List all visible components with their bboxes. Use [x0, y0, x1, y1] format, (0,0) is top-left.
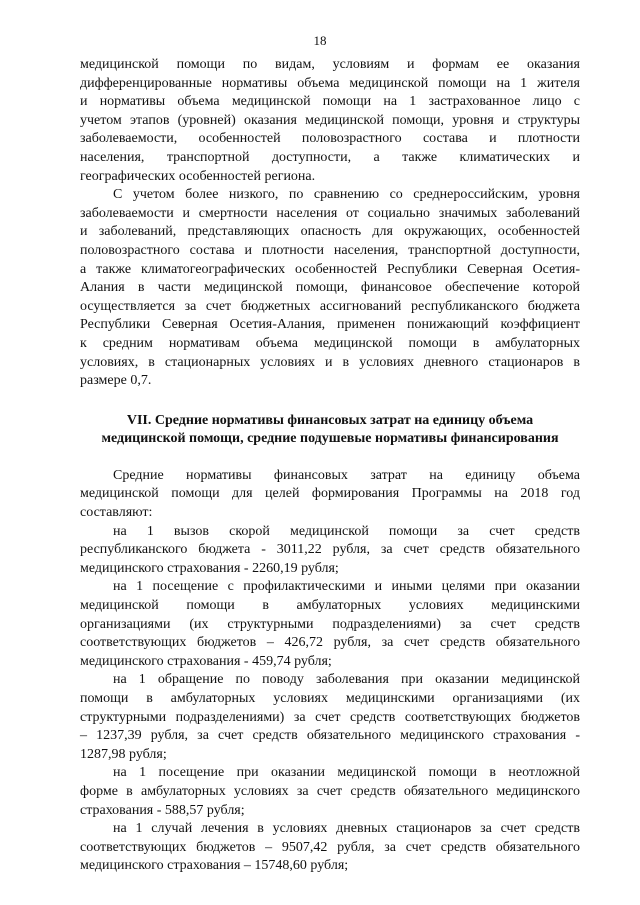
text-line: 1287,98 рубля; [80, 746, 167, 762]
text-line: составляют: [80, 505, 153, 521]
heading-line: медицинской помощи, средние подушевые нормативы финансирования [101, 431, 559, 447]
text-line: учетом этапов (уровней) оказания медицинской помощи, уровня и структуры [80, 112, 580, 128]
text-line: Алания в части медицинской помощи, финансовое обеспечение которой [80, 280, 580, 296]
text-line: населения, транспортной доступности, а также климатических и [80, 149, 580, 165]
text-line: и заболеваний, представляющих опасность для окружающих, особенностей [80, 224, 580, 240]
text-line: страхования - 588,57 рубля; [80, 802, 245, 818]
text-line: а также климатогеографических особенностей Республики Северная Осетия- [80, 261, 580, 277]
text-line: соответствующих бюджетов – 9507,42 рубля, за счет средств обязательного [80, 839, 580, 855]
text-line: половозрастного состава и плотности населения, транспортной доступности, [80, 242, 580, 258]
text-line: С учетом более низкого, по сравнению со среднероссийским, уровня [113, 187, 580, 203]
text-line: размере 0,7. [80, 373, 152, 389]
list-item-preventive-visit [80, 578, 580, 671]
text-line: медицинской помощи в амбулаторных условиях медицинскими [80, 598, 580, 614]
page-body [80, 56, 580, 876]
text-line: – 1237,39 рубля, за счет средств обязательного медицинского страхования - [80, 728, 580, 744]
text-line: медицинского страхования - 2260,19 рубля; [80, 560, 339, 576]
list-item-ambulance-call [80, 523, 580, 579]
list-item-day-hospital [80, 820, 580, 876]
text-line: помощи в амбулаторных условиях медицинскими организациями (их [80, 691, 580, 706]
text-line: структурными подразделениями) за счет средств соответствующих бюджетов [80, 709, 580, 725]
text-line: форме в амбулаторных условиях за счет средств обязательного медицинского [80, 783, 580, 799]
heading-line: VII. Средние нормативы финансовых затрат на единицу объема [126, 412, 534, 428]
text-line: на 1 посещение с профилактическими и иными целями при оказании [113, 579, 580, 595]
paragraph-intro [80, 467, 580, 523]
text-line: на 1 вызов скорой медицинской помощи за счет средств [113, 523, 580, 539]
paragraph-norms-continuation [80, 56, 580, 186]
text-line: медицинского страхования - 459,74 рубля; [80, 653, 332, 669]
text-line: условиях, в стационарных условиях и в условиях дневного стационаров в [80, 354, 580, 370]
section-heading [80, 412, 580, 449]
text-line: соответствующих бюджетов – 426,72 рубля, за счет средств обязательного [80, 635, 580, 651]
text-line: заболеваемости и смертности населения от социально значимых заболеваний [80, 205, 580, 221]
text-line: осуществляется за счет бюджетных ассигнований республиканского бюджета [80, 298, 580, 314]
text-line: географических особенностей региона. [80, 168, 316, 184]
text-line: и нормативы объема медицинской помощи на 1 застрахованное лицо с [80, 94, 580, 110]
page-number: 18 [313, 33, 327, 48]
text-line: республиканского бюджета - 3011,22 рубля, за счет средств обязательного [80, 542, 580, 558]
list-item-urgent-visit [80, 764, 580, 820]
text-line: организациями (их структурными подразделениями) за счет средств [80, 616, 580, 632]
text-line: на 1 обращение по поводу заболевания при оказании медицинской [113, 672, 580, 688]
text-line: к средним нормативам объема медицинской помощи в амбулаторных [80, 335, 580, 351]
text-line: на 1 случай лечения в условиях дневных стационаров за счет средств [113, 821, 580, 837]
paragraph-reduction-coefficient [80, 186, 580, 391]
text-line: Республики Северная Осетия-Алания, применен понижающий коэффициент [80, 317, 580, 333]
text-line: заболеваемости, особенностей половозрастного состава и плотности [80, 131, 580, 147]
text-line: медицинской помощи по видам, условиям и формам ее оказания [80, 57, 580, 72]
text-line: дифференцированные нормативы объема медицинской помощи на 1 жителя [80, 75, 580, 91]
text-line: на 1 посещение при оказании медицинской помощи в неотложной [113, 765, 580, 781]
text-line: медицинского страхования – 15748,60 рубля; [80, 858, 349, 874]
list-item-disease-appeal [80, 671, 580, 764]
text-line: медицинской помощи для целей формирования Программы на 2018 год [80, 486, 580, 502]
text-line: Средние нормативы финансовых затрат на единицу объема [113, 467, 580, 483]
